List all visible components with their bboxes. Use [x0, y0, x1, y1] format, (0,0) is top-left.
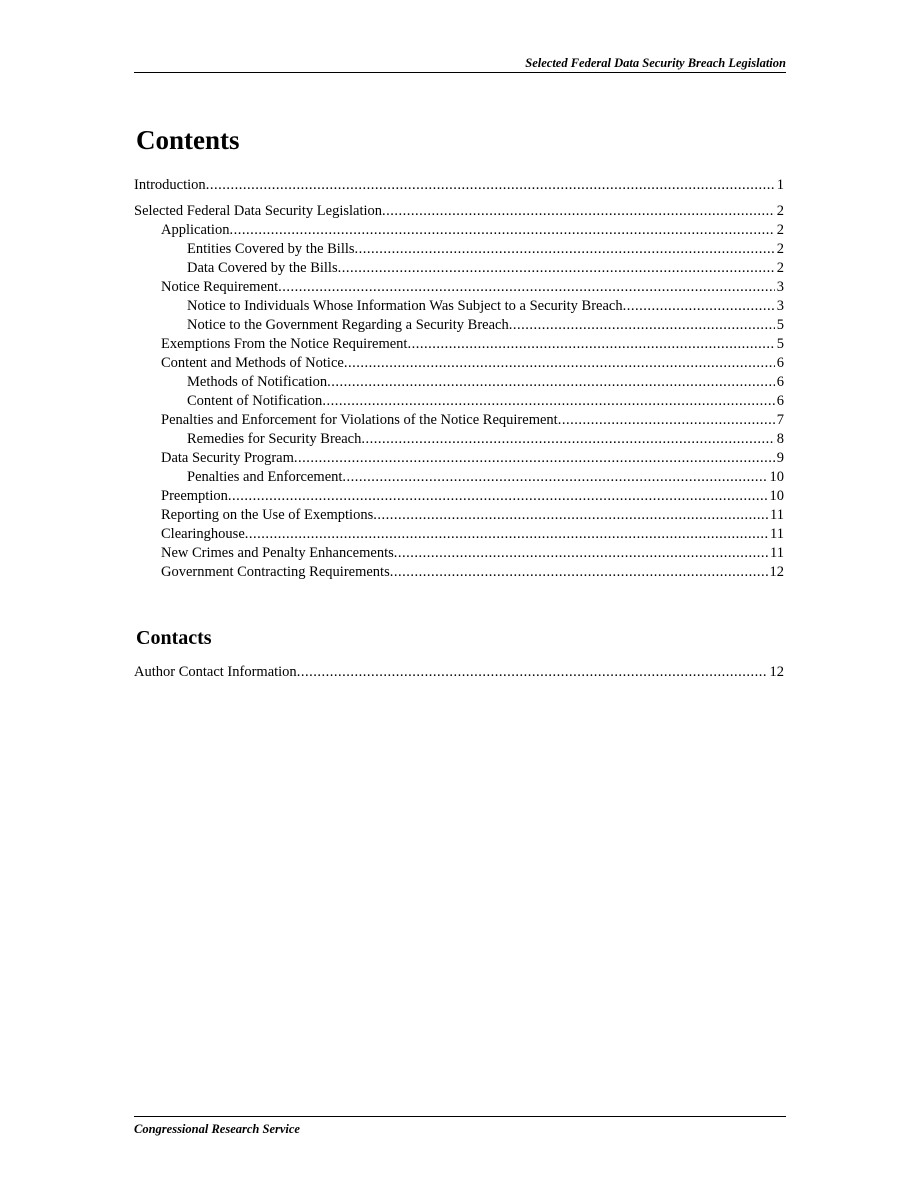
toc-entry-title: Methods of Notification	[187, 374, 328, 390]
toc-entry-page: 5	[776, 317, 784, 333]
toc-entry-title: Notice to the Government Regarding a Security Breach	[187, 317, 509, 333]
dot-leader	[382, 202, 775, 221]
dot-leader	[355, 240, 775, 259]
toc-entry[interactable]	[134, 240, 784, 259]
dot-leader	[327, 373, 775, 392]
running-footer	[134, 1116, 786, 1137]
toc-entry-title: Penalties and Enforcement	[187, 469, 343, 485]
toc-entry[interactable]	[134, 221, 784, 240]
toc-entry-page: 9	[776, 450, 784, 466]
toc-entry-title: Introduction	[134, 177, 206, 193]
toc-entry-page: 2	[776, 241, 784, 257]
toc-entry-title: Data Covered by the Bills	[187, 260, 338, 276]
dot-leader	[373, 506, 768, 525]
toc-entry-page: 10	[769, 469, 784, 485]
toc-entry-page: 5	[776, 336, 784, 352]
toc-entry[interactable]	[134, 297, 784, 316]
toc-entry[interactable]	[134, 259, 784, 278]
toc-entry-page: 2	[776, 203, 784, 219]
dot-leader	[342, 468, 767, 487]
footer-publisher: Congressional Research Service	[134, 1122, 300, 1136]
toc-entry-title: Penalties and Enforcement for Violations of the Notice Requirement	[161, 412, 558, 428]
dot-leader	[228, 487, 768, 506]
dot-leader	[229, 221, 774, 240]
toc-entry[interactable]	[134, 278, 784, 297]
dot-leader	[390, 563, 768, 582]
toc-entry[interactable]	[134, 449, 784, 468]
dot-leader	[206, 176, 775, 195]
dot-leader	[322, 392, 774, 411]
toc-entry-page: 10	[769, 488, 784, 504]
contacts-heading: Contacts	[136, 627, 212, 649]
running-header-title: Selected Federal Data Security Breach Legislation	[525, 56, 786, 70]
toc-entry[interactable]	[134, 506, 784, 525]
toc-entry[interactable]	[134, 354, 784, 373]
toc-entry-page: 11	[770, 507, 784, 523]
toc-entry[interactable]	[134, 176, 784, 195]
toc-entry[interactable]	[134, 202, 784, 221]
toc-entry-page: 6	[776, 393, 784, 409]
toc-entry-page: 3	[776, 279, 784, 295]
running-header	[134, 56, 786, 73]
toc-entry-title: Notice Requirement	[161, 279, 279, 295]
dot-leader	[558, 411, 775, 430]
toc-entry[interactable]	[134, 392, 784, 411]
dot-leader	[623, 297, 775, 316]
toc-entry-title: Government Contracting Requirements	[161, 564, 390, 580]
toc-entry[interactable]	[134, 544, 784, 563]
dot-leader	[509, 316, 775, 335]
toc-entry-page: 2	[776, 260, 784, 276]
toc-entry-page: 7	[776, 412, 784, 428]
dot-leader	[278, 278, 775, 297]
toc-entry-title: Content of Notification	[187, 393, 323, 409]
toc-entry-title: Application	[161, 222, 230, 238]
toc-entry[interactable]	[134, 430, 784, 449]
toc-entry-title: Data Security Program	[161, 450, 294, 466]
dot-leader	[294, 449, 775, 468]
toc-entry[interactable]	[134, 316, 784, 335]
toc-entry-title: Selected Federal Data Security Legislation	[134, 203, 383, 219]
toc-entry-page: 8	[776, 431, 784, 447]
toc-entry-title: Exemptions From the Notice Requirement	[161, 336, 408, 352]
toc-entry[interactable]	[134, 468, 784, 487]
toc-entry[interactable]	[134, 411, 784, 430]
toc-entry[interactable]	[134, 487, 784, 506]
toc-entry-title: Preemption	[161, 488, 228, 504]
toc-entry-page: 2	[776, 222, 784, 238]
toc-entry-page: 11	[770, 545, 784, 561]
toc-entry-page: 12	[769, 564, 784, 580]
table-of-contents	[134, 176, 784, 582]
toc-entry[interactable]	[134, 373, 784, 392]
toc-entry-title: Reporting on the Use of Exemptions	[161, 507, 374, 523]
toc-entry-title: Entities Covered by the Bills	[187, 241, 355, 257]
toc-entry-page: 12	[769, 664, 784, 680]
dot-leader	[338, 259, 775, 278]
toc-entry-page: 11	[770, 526, 784, 542]
dot-leader	[361, 430, 774, 449]
dot-leader	[245, 525, 768, 544]
dot-leader	[297, 663, 768, 682]
toc-entry-title: New Crimes and Penalty Enhancements	[161, 545, 394, 561]
toc-entry-page: 6	[776, 355, 784, 371]
toc-entry-title: Clearinghouse	[161, 526, 245, 542]
contacts-list	[134, 663, 784, 682]
toc-entry-page: 6	[776, 374, 784, 390]
toc-entry[interactable]	[134, 663, 784, 682]
dot-leader	[394, 544, 768, 563]
dot-leader	[344, 354, 775, 373]
contents-heading: Contents	[136, 125, 240, 155]
toc-entry[interactable]	[134, 525, 784, 544]
toc-entry-title: Content and Methods of Notice	[161, 355, 344, 371]
toc-entry-page: 3	[776, 298, 784, 314]
toc-entry-page: 1	[776, 177, 784, 193]
toc-entry-title: Author Contact Information	[134, 664, 297, 680]
toc-entry[interactable]	[134, 335, 784, 354]
toc-entry-title: Remedies for Security Breach	[187, 431, 362, 447]
toc-entry[interactable]	[134, 563, 784, 582]
toc-entry-title: Notice to Individuals Whose Information Was Subject to a Security Breach	[187, 298, 623, 314]
dot-leader	[407, 335, 774, 354]
